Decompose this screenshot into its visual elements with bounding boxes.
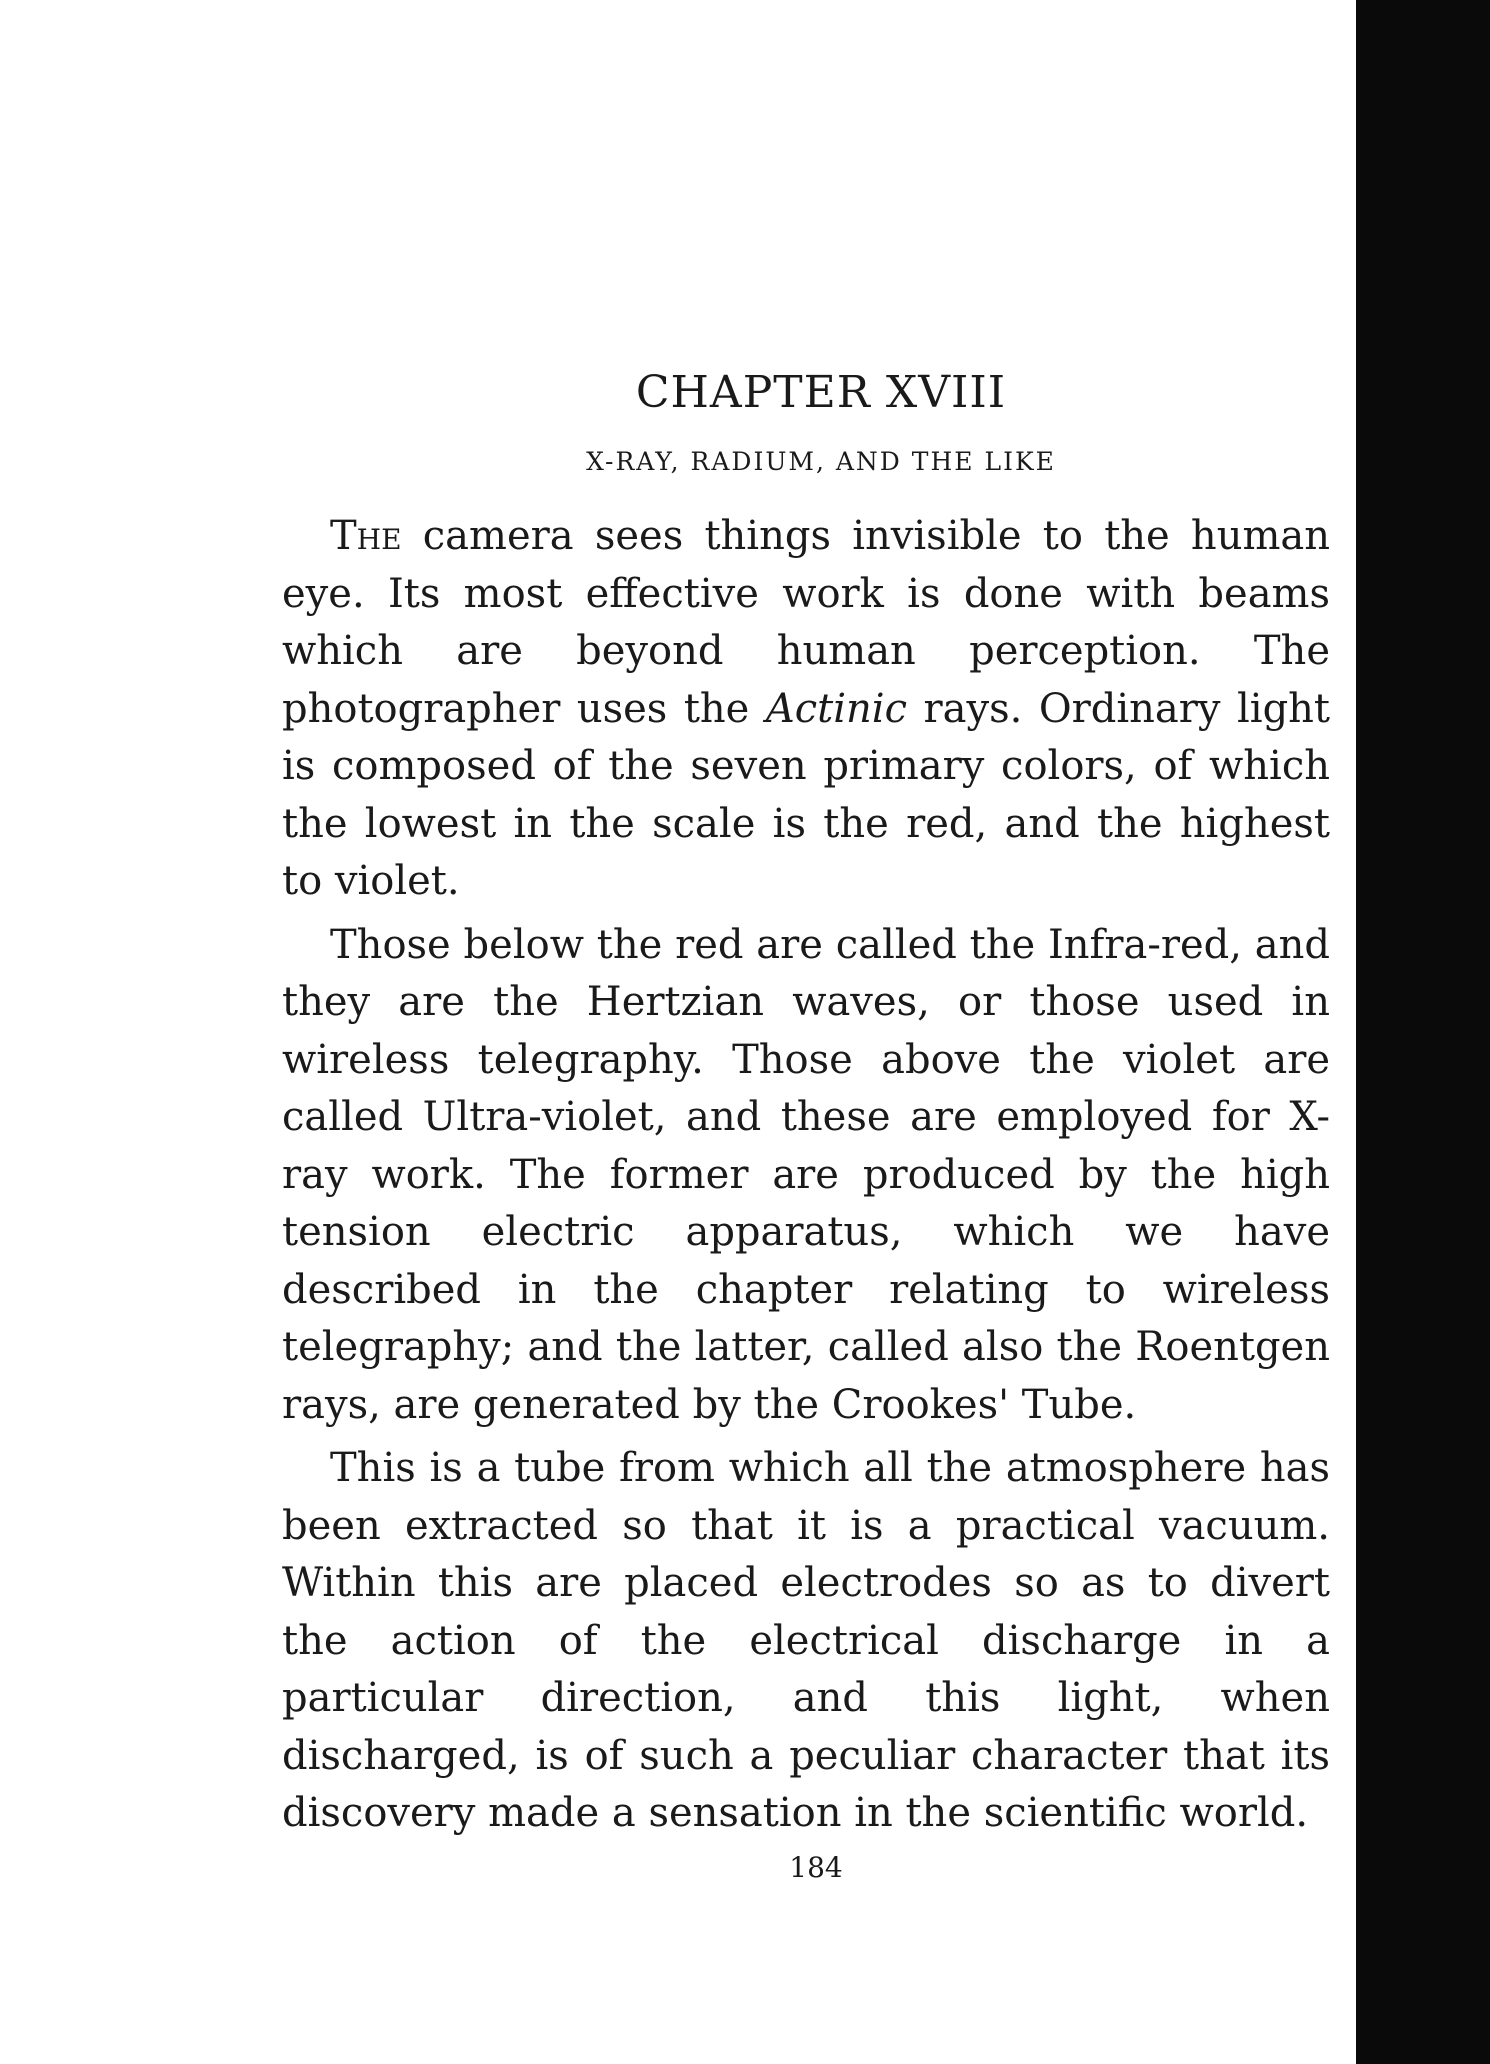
paragraph-2: Those below the red are called the Infra-red, and they are the Hertzian waves, or those used in wireless telegraphy. Those above the violet are called Ultra-violet, and these are employed for X-ray work. The former are produced by the high tension electric apparatus, which we have described in the chapter relating to wireless telegraphy; and the latter, called also the Roentgen rays, are generated by the Crookes' Tube. bbox=[282, 921, 1330, 1428]
paragraph-1 bbox=[282, 508, 1330, 911]
chapter-subtitle: X-RAY, RADIUM, AND THE LIKE bbox=[586, 447, 1056, 476]
scan-edge-band bbox=[1356, 0, 1490, 2064]
paragraph-3: This is a tube from which all the atmosphere has been extracted so that it is a practical vacuum. Within this are placed electrodes so as to divert the action of the electrical discharge in a particular direction, and this light, when discharged, is of such a peculiar character that its discovery made a sensation in the scientific world. bbox=[282, 1445, 1330, 1836]
paragraph-1-italic: Actinic bbox=[765, 685, 907, 732]
book-page bbox=[282, 368, 1330, 1885]
paragraph-1-text-end: rays. Ordinary light is composed of the seven primary colors, of which the lowest in the scale is the red, and the highest to violet. bbox=[282, 685, 1331, 904]
paragraph-1-text-start: camera sees things invisible to the human eye. Its most effective work is done with beams which are beyond human perception. The photographer uses the bbox=[282, 513, 1330, 732]
paragraph-1-lead: The bbox=[330, 513, 402, 559]
chapter-title: CHAPTER XVIII bbox=[635, 367, 1007, 418]
page-number: 184 bbox=[789, 1850, 843, 1884]
